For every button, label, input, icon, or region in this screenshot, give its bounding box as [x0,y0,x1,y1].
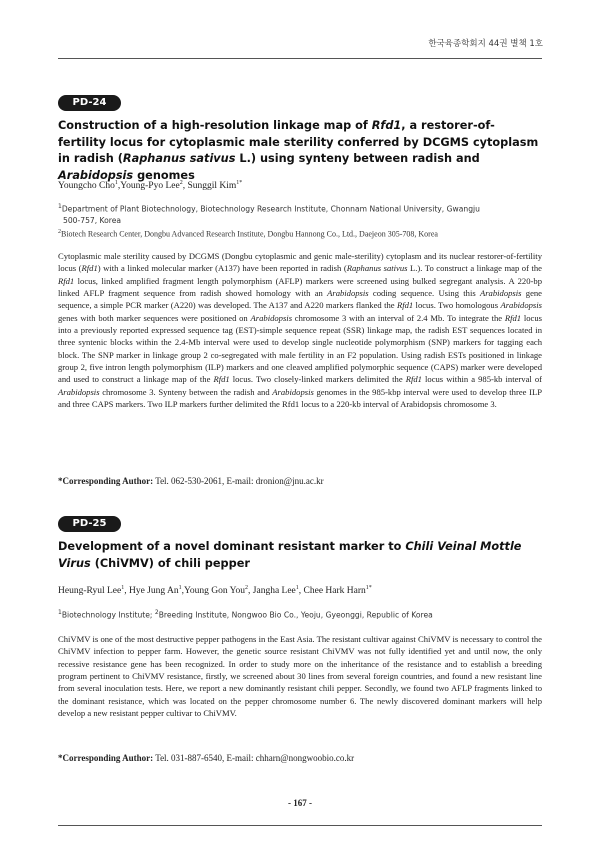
abstract-run: chromosome 3. Synteny between the radish and [99,386,273,397]
abstract-run: Arabidopsis [327,288,369,299]
journal-header: 한국육종학회지 44권 별책 1호 [428,39,543,49]
abstract-run: genes with both marker sequences were positioned on [58,312,251,323]
abstract-run: Arabidopsis [58,386,100,397]
affiliations-pd25: $^1$Biotechnology Institute; $^2$Breeding Institute, Nongwoo Bio Co., Yeoju, Gyeonggi, Republic of Korea [58,609,433,620]
abstract-run: Arabidopsis [479,288,522,299]
abstract-run: L.). To construct a linkage map of the [407,263,542,274]
article-title-pd24: Construction of a high-resolution linkage map of Rfd1, a restorer-of-fertility locus for cytoplasmic male sterility conferred by DCGMS cytoplasm in radish (Raphanus sativus L.) using synteny between radish and Arabidopsis genomes [58,119,539,182]
abstract-run: locus. Two homologous [413,300,501,311]
affiliation-2: $^2$Biotech Research Center, Dongbu Advanced Research Institute, Dongbu Hannong Co., Ltd., Daejeon 305-708, Korea [58,228,438,239]
abstract-run: Cytoplasmic male sterility caused by DCGMS (Dongbu cytoplasmic and genic male-sterility) cytoplasm and its nuclear restorer-of-fertility locus ( [58,251,542,274]
abstract-pd25 [58,633,542,719]
corresponding-author-pd24: *Corresponding Author: Tel. 062-530-2061, E-mail: dronion@jnu.ac.kr [58,476,324,486]
authors-pd24: Youngcho Cho$^1$,Young-Pyo Lee$^2$, Sunggil Kim$^{1*}$ [58,180,243,192]
article-badge-pd24: PD-24 [58,95,121,111]
article-title-pd25: Development of a novel dominant resistant marker to Chili Veinal Mottle Virus (ChiVMV) of chili pepper [58,540,522,570]
abstract-run: locus, linked amplified fragment length polymorphism (AFLP) markers were screened using bulked segregant analysis. A 220-bp linked AFLP fragment sequence from radish showed homology with an [58,275,542,299]
abstract-run: gene sequence, a simple PCR marker (A220) was developed. The A137 and A220 markers flanked the [58,288,542,311]
abstract-run: Rfd1 [396,300,414,311]
abstract-run: Rfd1 [81,263,98,274]
abstract-run: coding sequence. Using this [368,288,480,299]
header-rule [58,58,542,59]
page-number: - 167 - [288,798,312,808]
article-badge-pd25: PD-25 [58,516,121,532]
abstract-run: chromosome 3 with an interval of 2.4 Mb. To integrate the [292,312,505,323]
abstract-run: Rfd1 [405,374,422,385]
abstract-run: Arabidopsis [272,386,314,397]
abstract-run: Rfd1 [58,275,75,286]
abstract-run: Rfd1 [213,374,230,385]
abstract-run: genomes in the 985-kbp interval were used to develop three ILP and three CAPS markers. Two ILP markers further delimited the Rfd1 locus to a 220-kb interval of Arabidopsis chromosome 3. [58,386,542,410]
abstract-run: locus into a previously reported expressed sequence tag (EST)-simple sequence repeat (SSR) linkage map, the radish EST sequences located in three syntenic blocks within the 2.4-Mb interval were used to develop single nucleotide polymorphism (SNP) markers for tagging each block. The SNP marker in linkage group 2 co-segregated with male fertility in an F2 population. Using radish ESTs positioned in linkage group 2, five intron length polymorphism (ILP) markers and one cleaved amplified polymorphic sequence (CAPS) marker were developed and used to construct a linkage map of the [58,312,542,385]
affiliation-1-cont: 500-757, Korea [63,216,122,226]
abstract-run: Raphanus sativus [346,263,408,274]
corresponding-author-pd25: *Corresponding Author: Tel. 031-887-6540, E-mail: chharn@nongwoobio.co.kr [58,753,355,763]
abstract-run: ChiVMV is one of the most destructive pepper pathogens in the East Asia. The resistant cultivar against ChiVMV is necessary to control the ChiVMV infection to pepper farm. However, the genetic source resistant ChiVMV was not fully identified yet and until now, the only recessive resistance gene has been recognized. In order to study more on the inheritance of the resistance and to establish a breeding program pertinent to ChiVMV resistance, firstly, we screened about 30 lines from several foreign countries, and found a new resistant line from several inoculation tests. Here, we report a new dominantly resistant chili pepper. Secondly, we found two AFLP fragments linked to the dominant resistance, which was located on the pepper chromosome number 6. The newly discovered dominant markers will help develop a new resistant pepper cultivar to ChiVMV. [58,634,542,719]
affiliations-pd24 [58,201,542,240]
abstract-run: Arabidopsis [500,300,542,311]
abstract-pd24 [58,250,542,410]
abstract-run: locus within a 985-kb interval of [421,374,542,385]
authors-pd25: Heung-Ryul Lee$^1$, Hye Jung An$^1$,Young Gon You$^2$, Jangha Lee$^1$, Chee Hark Harn$^{1*}$ [58,585,372,597]
abstract-run: ) with a linked molecular marker (A137) have been reported in radish ( [97,263,347,274]
abstract-run: locus. Two closely-linked markers delimited the [229,374,406,385]
footer-rule [58,825,542,826]
abstract-run: Arabidopsis [250,312,293,323]
affiliation-1: $^1$Department of Plant Biotechnology, Biotechnology Research Institute, Chonnam National University, Gwangju [58,203,480,214]
abstract-run: Rfd1 [504,312,522,323]
